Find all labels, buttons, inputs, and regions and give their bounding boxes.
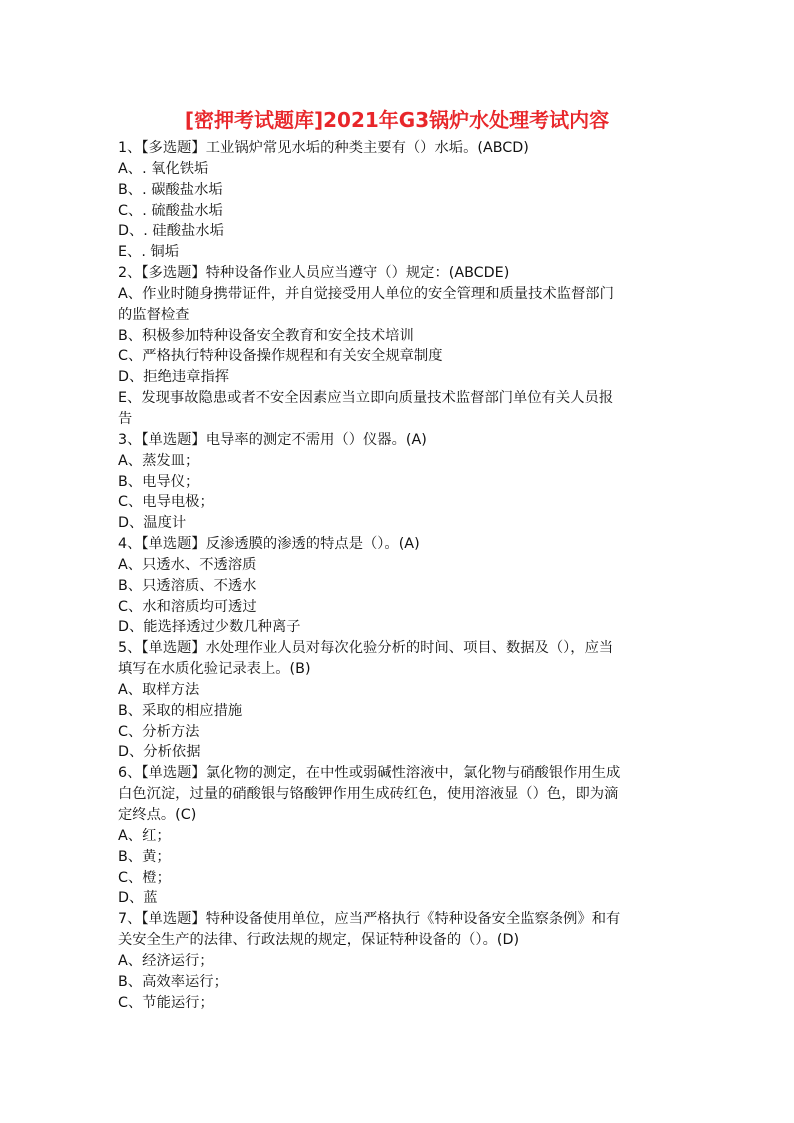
- text-line: 白色沉淀，过量的硝酸银与铬酸钾作用生成砖红色，使用溶液显（）色，即为滴: [118, 786, 619, 803]
- text-line: B、电导仪；: [118, 473, 200, 490]
- text-line: D、拒绝违章指挥: [118, 369, 230, 386]
- text-line: B、高效率运行；: [118, 973, 228, 990]
- text-line: 6、【单选题】氯化物的测定，在中性或弱碱性溶液中，氯化物与硝酸银作用生成: [118, 765, 621, 782]
- text-line: B、. 碳酸盐水垢: [118, 181, 223, 198]
- text-line: 定终点。(C): [118, 807, 197, 823]
- text-line: 告: [118, 410, 133, 427]
- text-line: C、分析方法: [118, 723, 200, 740]
- text-line: A、蒸发皿；: [118, 452, 200, 469]
- text-line: B、黄；: [118, 848, 171, 865]
- text-line: A、取样方法: [118, 681, 200, 698]
- text-line: D、. 硅酸盐水垢: [118, 223, 224, 240]
- text-line: D、能选择透过少数几种离子: [118, 619, 301, 636]
- text-line: A、. 氧化铁垢: [118, 160, 209, 177]
- text-line: 的监督检查: [118, 306, 190, 323]
- text-line: B、积极参加特种设备安全教育和安全技术培训: [118, 327, 414, 344]
- text-line: 填写在水质化验记录表上。(B): [118, 661, 311, 678]
- text-line: C、严格执行特种设备操作规程和有关安全规章制度: [118, 348, 443, 365]
- text-line: E、. 铜垢: [118, 244, 180, 261]
- text-line: C、橙；: [118, 869, 171, 886]
- text-line: C、水和溶质均可透过: [118, 598, 257, 615]
- text-line: A、红；: [118, 827, 171, 844]
- text-line: C、电导电极；: [118, 494, 214, 511]
- text-line: D、分析依据: [118, 744, 201, 761]
- text-line: C、. 硫酸盐水垢: [118, 202, 223, 219]
- text-line: 4、【单选题】反渗透膜的渗透的特点是（）。(A): [118, 536, 420, 553]
- text-line: 7、【单选题】特种设备使用单位，应当严格执行《特种设备安全监察条例》和有: [118, 911, 621, 928]
- document-title: [密押考试题库]2021年G3锅炉水处理考试内容: [184, 108, 610, 132]
- text-line: D、蓝: [118, 890, 158, 907]
- document-body: [118, 138, 688, 1013]
- text-line: 关安全生产的法律、行政法规的规定，保证特种设备的（）。(D): [118, 932, 520, 949]
- text-line: B、采取的相应措施: [118, 702, 243, 719]
- text-line: 1、【多选题】工业锅炉常见水垢的种类主要有（）水垢。(ABCD): [118, 140, 529, 156]
- text-line: 5、【单选题】水处理作业人员对每次化验分析的时间、项目、数据及（），应当: [118, 640, 614, 657]
- text-line: E、发现事故隐患或者不安全因素应当立即向质量技术监督部门单位有关人员报: [118, 390, 614, 407]
- text-line: B、只透溶质、不透水: [118, 577, 257, 594]
- text-line: 2、【多选题】特种设备作业人员应当遵守（）规定：(ABCDE): [118, 265, 510, 282]
- text-line: 3、【单选题】电导率的测定不需用（）仪器。(A): [118, 431, 427, 448]
- text-line: A、经济运行；: [118, 952, 214, 969]
- text-line: D、温度计: [118, 515, 187, 532]
- text-line: A、只透水、不透溶质: [118, 556, 257, 573]
- text-line: A、作业时随身携带证件，并自觉接受用人单位的安全管理和质量技术监督部门: [118, 285, 614, 302]
- text-line: C、节能运行；: [118, 994, 214, 1011]
